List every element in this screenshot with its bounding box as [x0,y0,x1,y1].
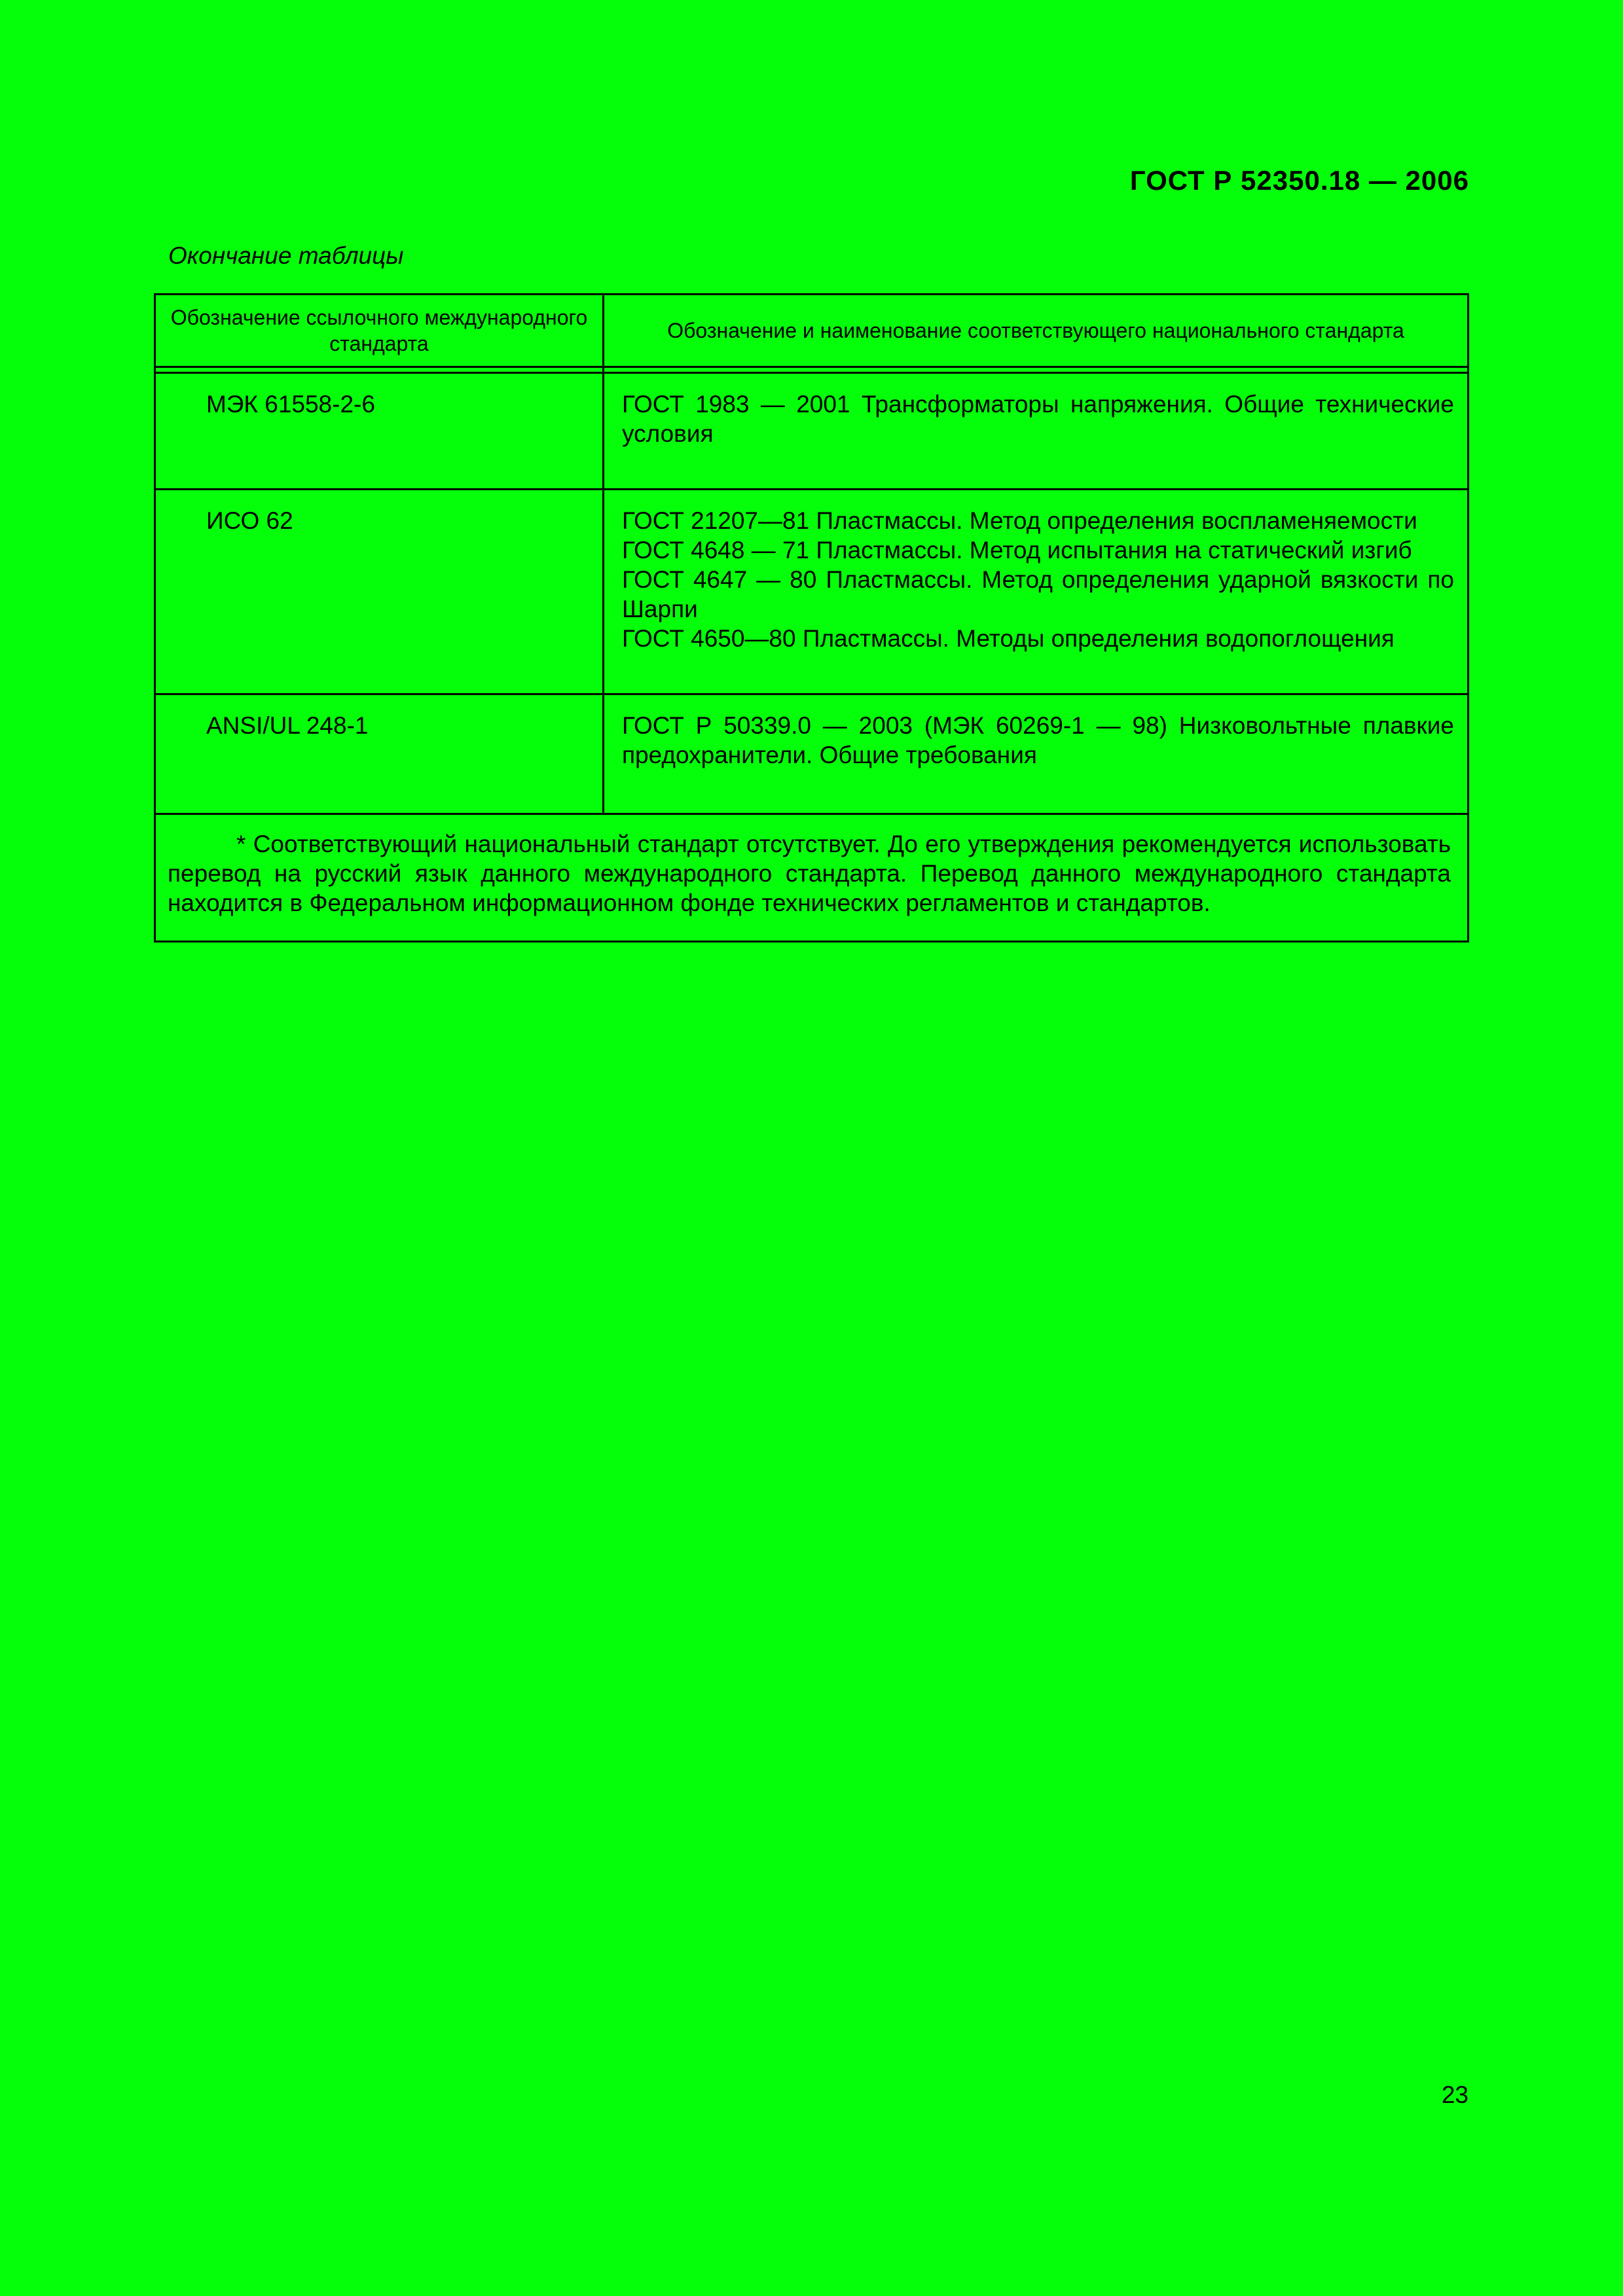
national-standard-entry: ГОСТ 4647 — 80 Пластмассы. Метод определения ударной вязкости по Шарпи [622,566,1454,622]
footnote-cell [155,814,1468,942]
table-header-row [155,295,1468,367]
document-code: ГОСТ Р 52350.18 — 2006 [1129,165,1469,196]
international-standard-cell: МЭК 61558-2-6 [155,373,604,490]
national-standard-entry: ГОСТ 4648 — 71 Пластмассы. Метод испытания на статический изгиб [622,537,1412,564]
national-standard-cell [604,694,1468,814]
table-row [155,373,1468,490]
table-row [155,490,1468,694]
national-standard-entry: ГОСТ 4650—80 Пластмассы. Методы определения водопоглощения [622,625,1395,652]
national-standard-entry: ГОСТ Р 50339.0 — 2003 (МЭК 60269-1 — 98) Низковольтные плавкие предохранители. Общие требования [622,712,1454,768]
national-standard-entry: ГОСТ 1983 — 2001 Трансформаторы напряжения. Общие технические условия [622,391,1454,447]
header-separator [155,367,1468,373]
national-standard-cell [604,373,1468,490]
international-standard-cell: ИСО 62 [155,490,604,694]
national-standard-cell [604,490,1468,694]
column-header-national: Обозначение и наименование соответствующего национального стандарта [604,295,1468,367]
column-header-international: Обозначение ссылочного международного стандарта [155,295,604,367]
page-number: 23 [1441,2081,1468,2108]
table-caption: Окончание таблицы [168,242,404,269]
international-standard-cell: ANSI/UL 248-1 [155,694,604,814]
national-standard-entry: ГОСТ 21207—81 Пластмассы. Метод определения воспламеняемости [622,507,1417,534]
standards-table [154,293,1469,942]
footnote-row [155,814,1468,942]
table-row [155,694,1468,814]
footnote-text: * Соответствующий национальный стандарт отсутствует. До его утверждения рекомендуется использовать перевод на русский язык данного международного стандарта. Перевод данного международного стандарта находится в Федеральном информационном фонде технических регламентов и стандартов. [168,831,1451,916]
